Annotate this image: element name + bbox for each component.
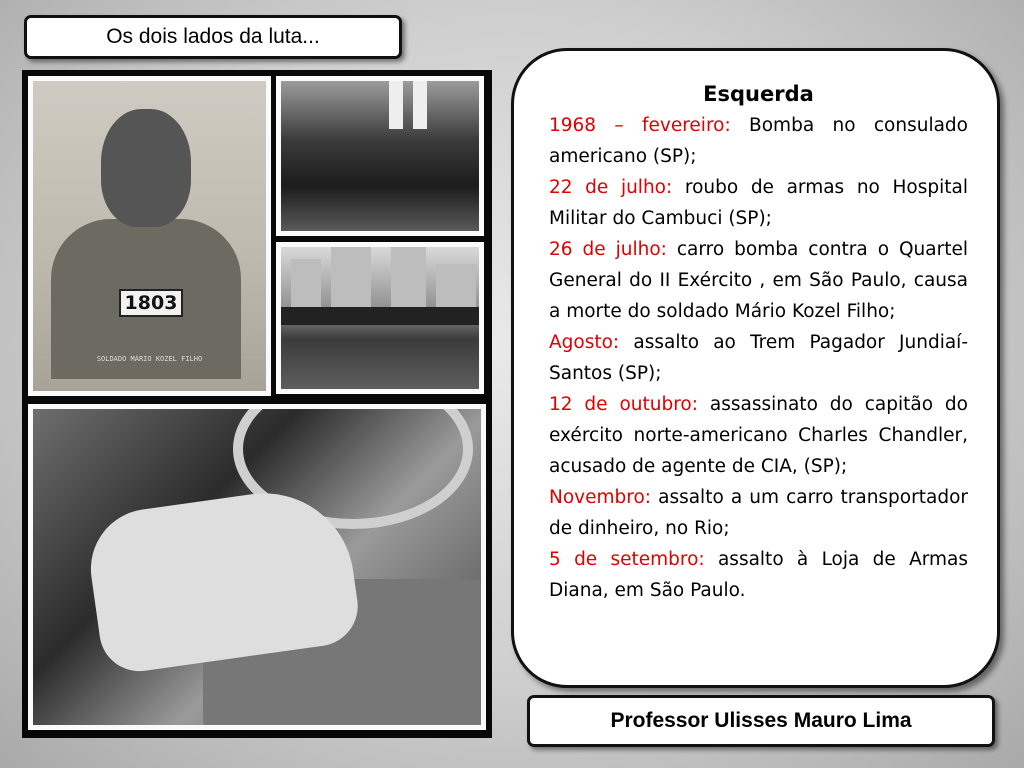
timeline-entry <box>549 544 968 606</box>
timeline-panel <box>511 48 1000 688</box>
timeline-entry <box>549 172 968 234</box>
entry-date: Agosto: <box>549 332 620 353</box>
portrait-head <box>101 109 191 227</box>
entry-text: Bomba no consulado americano (SP); <box>549 115 968 167</box>
entry-text: assalto a um carro transportador de dinheiro, no Rio; <box>549 487 968 539</box>
photo-prisoner-portrait <box>28 76 271 396</box>
footer-author <box>527 695 995 747</box>
crowd <box>281 307 479 325</box>
entry-date: Novembro: <box>549 487 652 508</box>
photo-collage <box>22 70 492 738</box>
entry-date: 1968 – fevereiro: <box>549 115 731 136</box>
entry-text: assalto ao Trem Pagador Jundiaí-Santos (SP); <box>549 332 968 384</box>
slide-title-text: Os dois lados da luta... <box>106 25 320 48</box>
standing-figure-leg <box>413 81 427 129</box>
entry-text: assassinato do capitão do exército norte-americano Charles Chandler, acusado de agente de CIA, (SP); <box>549 394 968 477</box>
panel-heading: Esquerda <box>703 82 814 106</box>
timeline-entry <box>549 234 968 327</box>
entry-text: assalto à Loja de Armas Diana, em São Paulo. <box>549 549 968 601</box>
entry-date: 12 de outubro: <box>549 394 698 415</box>
portrait-caption: SOLDADO MÁRIO KOZEL FILHO <box>96 355 203 363</box>
timeline-entry <box>549 482 968 544</box>
timeline-entry <box>549 110 968 172</box>
photo-car-interior <box>28 404 486 730</box>
entry-text: roubo de armas no Hospital Militar do Cambuci (SP); <box>549 177 968 229</box>
photo-street-scene <box>276 242 484 394</box>
footer-author-text: Professor Ulisses Mauro Lima <box>610 709 912 732</box>
prisoner-number-plate: 1803 <box>119 289 183 317</box>
entry-date: 22 de julho: <box>549 177 673 198</box>
photo-debris <box>276 76 484 236</box>
timeline-entry <box>549 327 968 389</box>
slide-title <box>24 15 402 59</box>
entry-date: 5 de setembro: <box>549 549 705 570</box>
timeline-entry <box>549 389 968 482</box>
entry-date: 26 de julho: <box>549 239 667 260</box>
entry-text: carro bomba contra o Quartel General do II Exército , em São Paulo, causa a morte do soldado Mário Kozel Filho; <box>549 239 968 322</box>
standing-figure-leg <box>389 81 403 129</box>
